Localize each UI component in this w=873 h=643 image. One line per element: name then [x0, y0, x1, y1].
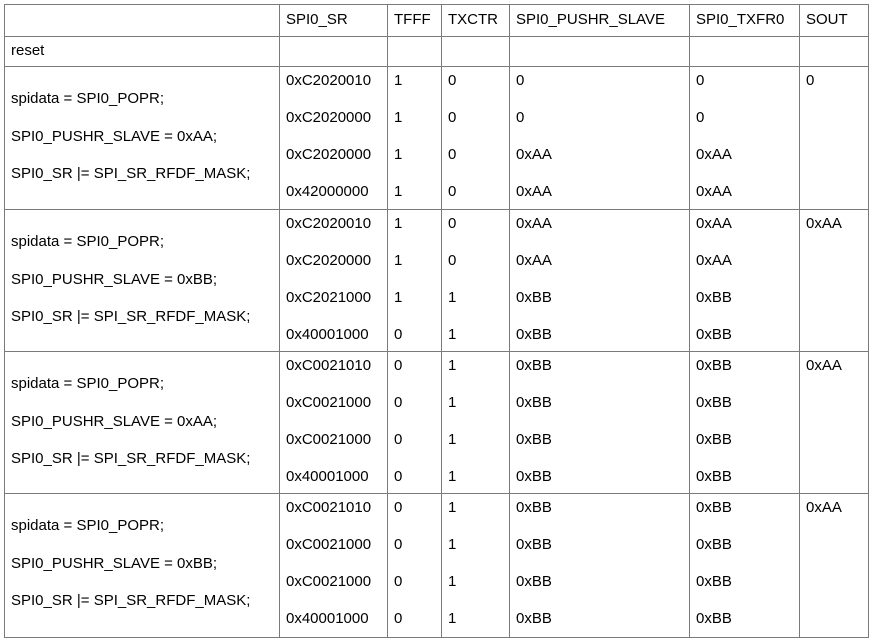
value-spi0-txfr0: 0xBB [696, 610, 732, 627]
reset-row-cell-code [4, 36, 280, 67]
value-txctr: 1 [448, 431, 457, 448]
value-spi0-sr: 0xC2020010 [286, 215, 372, 232]
code-line: SPI0_PUSHR_SLAVE = 0xAA; [11, 128, 218, 145]
value-txctr: 1 [448, 573, 457, 590]
code-line: SPI0_PUSHR_SLAVE = 0xBB; [11, 271, 218, 288]
value-spi0-sr: 0xC2021000 [286, 289, 372, 306]
value-spi0-txfr0: 0xBB [696, 431, 732, 448]
value-spi0-sr: 0x40001000 [286, 468, 369, 485]
value-spi0-sr: 0xC0021000 [286, 536, 372, 553]
value-spi0-pushr-slave: 0xAA [516, 215, 552, 232]
value-txctr: 0 [448, 146, 457, 163]
value-spi0-pushr-slave: 0xBB [516, 499, 552, 516]
value-txctr: 1 [448, 357, 457, 374]
value-tfff: 1 [394, 183, 403, 200]
value-txctr: 0 [448, 183, 457, 200]
value-tfff: 1 [394, 215, 403, 232]
code-line: SPI0_SR |= SPI_SR_RFDF_MASK; [11, 592, 251, 609]
value-tfff: 0 [394, 357, 403, 374]
value-tfff: 0 [394, 573, 403, 590]
value-spi0-sr: 0x40001000 [286, 610, 369, 627]
value-spi0-pushr-slave: 0 [516, 72, 525, 89]
value-tfff: 0 [394, 394, 403, 411]
value-spi0-txfr0: 0xBB [696, 499, 732, 516]
value-txctr: 1 [448, 394, 457, 411]
value-spi0-txfr0: 0xAA [696, 252, 732, 269]
value-spi0-txfr0: 0 [696, 109, 705, 126]
value-spi0-pushr-slave: 0 [516, 109, 525, 126]
value-txctr: 0 [448, 109, 457, 126]
value-sout: 0 [806, 72, 815, 89]
value-spi0-sr: 0xC0021010 [286, 357, 372, 374]
value-txctr: 0 [448, 252, 457, 269]
value-spi0-pushr-slave: 0xBB [516, 326, 552, 343]
value-spi0-pushr-slave: 0xBB [516, 357, 552, 374]
value-spi0-sr: 0x40001000 [286, 326, 369, 343]
value-tfff: 1 [394, 72, 403, 89]
value-spi0-txfr0: 0xBB [696, 394, 732, 411]
value-spi0-txfr0: 0xAA [696, 215, 732, 232]
value-txctr: 1 [448, 536, 457, 553]
value-spi0-pushr-slave: 0xBB [516, 468, 552, 485]
reset-row-cell-spi0-pushr-slave [509, 36, 690, 67]
value-spi0-txfr0: 0xAA [696, 146, 732, 163]
column-header-tfff: TFFF [394, 11, 431, 28]
code-line: spidata = SPI0_POPR; [11, 90, 165, 107]
reset-row-cell-spi0-sr [279, 36, 388, 67]
value-spi0-txfr0: 0xAA [696, 183, 732, 200]
value-tfff: 1 [394, 252, 403, 269]
value-tfff: 0 [394, 468, 403, 485]
value-tfff: 0 [394, 431, 403, 448]
value-tfff: 0 [394, 326, 403, 343]
value-spi0-txfr0: 0xBB [696, 468, 732, 485]
value-txctr: 1 [448, 326, 457, 343]
value-spi0-pushr-slave: 0xBB [516, 573, 552, 590]
value-txctr: 0 [448, 72, 457, 89]
reset-label: reset [11, 42, 45, 59]
value-spi0-sr: 0xC0021000 [286, 573, 372, 590]
value-spi0-pushr-slave: 0xBB [516, 536, 552, 553]
value-tfff: 0 [394, 499, 403, 516]
reset-row-cell-spi0-txfr0 [689, 36, 800, 67]
value-spi0-pushr-slave: 0xAA [516, 146, 552, 163]
value-sout: 0xAA [806, 499, 842, 516]
code-line: spidata = SPI0_POPR; [11, 375, 165, 392]
value-spi0-txfr0: 0xBB [696, 357, 732, 374]
code-line: SPI0_PUSHR_SLAVE = 0xAA; [11, 413, 218, 430]
column-header-spi0-sr: SPI0_SR [286, 11, 348, 28]
reset-row-cell-sout [799, 36, 869, 67]
reset-row-cell-tfff [387, 36, 442, 67]
value-spi0-sr: 0xC2020000 [286, 109, 372, 126]
code-line: spidata = SPI0_POPR; [11, 517, 165, 534]
value-spi0-txfr0: 0xBB [696, 536, 732, 553]
value-spi0-sr: 0xC2020010 [286, 72, 372, 89]
value-txctr: 1 [448, 289, 457, 306]
value-spi0-sr: 0xC0021010 [286, 499, 372, 516]
value-spi0-txfr0: 0 [696, 72, 705, 89]
value-spi0-sr: 0xC0021000 [286, 431, 372, 448]
value-txctr: 0 [448, 215, 457, 232]
value-tfff: 1 [394, 109, 403, 126]
value-sout: 0xAA [806, 357, 842, 374]
value-spi0-pushr-slave: 0xBB [516, 610, 552, 627]
value-spi0-txfr0: 0xBB [696, 573, 732, 590]
value-tfff: 1 [394, 289, 403, 306]
code-line: SPI0_PUSHR_SLAVE = 0xBB; [11, 555, 218, 572]
register-trace-table [4, 4, 868, 637]
value-txctr: 1 [448, 499, 457, 516]
column-header-sout: SOUT [806, 11, 848, 28]
code-line: SPI0_SR |= SPI_SR_RFDF_MASK; [11, 165, 251, 182]
value-spi0-pushr-slave: 0xAA [516, 252, 552, 269]
value-spi0-pushr-slave: 0xAA [516, 183, 552, 200]
value-tfff: 0 [394, 536, 403, 553]
value-txctr: 1 [448, 610, 457, 627]
value-sout: 0xAA [806, 215, 842, 232]
value-spi0-sr: 0xC0021000 [286, 394, 372, 411]
value-spi0-txfr0: 0xBB [696, 289, 732, 306]
code-line: SPI0_SR |= SPI_SR_RFDF_MASK; [11, 308, 251, 325]
reset-row-cell-txctr [441, 36, 510, 67]
header-cell-code [4, 4, 280, 37]
value-spi0-txfr0: 0xBB [696, 326, 732, 343]
value-spi0-pushr-slave: 0xBB [516, 394, 552, 411]
code-line: SPI0_SR |= SPI_SR_RFDF_MASK; [11, 450, 251, 467]
column-header-spi0-pushr-slave: SPI0_PUSHR_SLAVE [516, 11, 665, 28]
value-spi0-pushr-slave: 0xBB [516, 431, 552, 448]
code-line: spidata = SPI0_POPR; [11, 233, 165, 250]
column-header-txctr: TXCTR [448, 11, 498, 28]
value-spi0-pushr-slave: 0xBB [516, 289, 552, 306]
column-header-spi0-txfr0: SPI0_TXFR0 [696, 11, 785, 28]
value-spi0-sr: 0x42000000 [286, 183, 369, 200]
value-tfff: 1 [394, 146, 403, 163]
value-spi0-sr: 0xC2020000 [286, 146, 372, 163]
value-txctr: 1 [448, 468, 457, 485]
value-spi0-sr: 0xC2020000 [286, 252, 372, 269]
value-tfff: 0 [394, 610, 403, 627]
